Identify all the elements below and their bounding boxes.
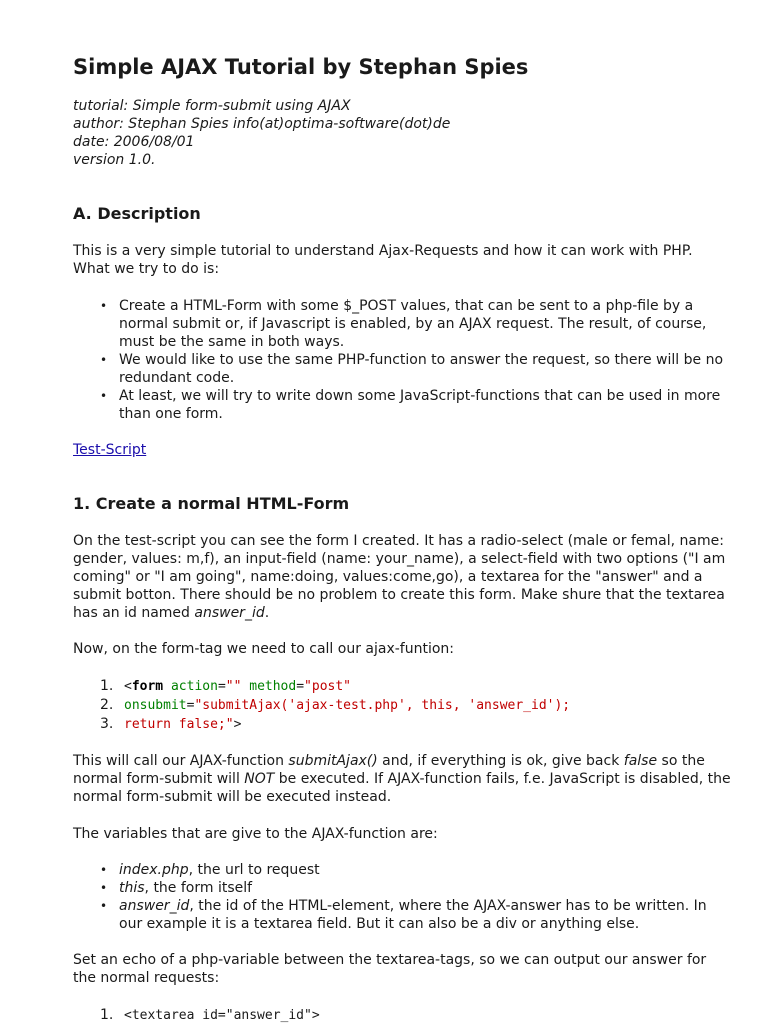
section-1-heading: 1. Create a normal HTML-Form bbox=[73, 494, 350, 513]
meta-tutorial: tutorial: Simple form-submit using AJAX bbox=[73, 98, 351, 114]
para1-end: . bbox=[264, 605, 270, 621]
para3-text: and, if everything is ok, give back bbox=[377, 753, 624, 769]
line-number: 2. bbox=[100, 697, 114, 713]
code-punct: < bbox=[124, 679, 132, 694]
document-title: Simple AJAX Tutorial by Stephan Spies bbox=[73, 55, 529, 79]
variable-name: this bbox=[119, 880, 145, 896]
para3-emphasis: false bbox=[623, 753, 658, 769]
meta-version: version 1.0. bbox=[73, 152, 156, 168]
code-attr: method bbox=[241, 679, 297, 694]
code-line bbox=[100, 1006, 320, 1025]
code-tag: form bbox=[131, 679, 164, 694]
section-a-intro: This is a very simple tutorial to understand Ajax-Requests and how it can work with PHP. What we try to do is: bbox=[73, 243, 693, 277]
section-a-bullet-list bbox=[119, 297, 729, 423]
variable-description: , the url to request bbox=[188, 862, 320, 878]
code-line bbox=[100, 715, 570, 734]
code-attr: onsubmit bbox=[124, 698, 187, 713]
line-number: 1. bbox=[100, 678, 114, 694]
list-item: • Create a HTML-Form with some $_POST values, that can be sent to a php-file by a normal submit or, if Javascript is enabled, by an AJAX request. The result, of course, must be the same in both ways. bbox=[119, 297, 729, 351]
document-meta bbox=[73, 97, 733, 169]
para1-text: On the test-script you can see the form I created. It has a radio-select (male or femal, name: gender, values: m,f), an input-field (name: your_name), a select-field with two options ("I am coming" or "I am going", name:doing, values:come,go), a textarea for the "answer" and a submit botton. There should be no problem to create this form. Make shure that the textarea has an id named bbox=[73, 533, 726, 621]
code-punct: = bbox=[296, 679, 305, 694]
variable-name: index.php bbox=[119, 862, 189, 878]
section-1-paragraph-1 bbox=[73, 532, 733, 622]
line-number: 1. bbox=[100, 1007, 114, 1023]
list-item: • At least, we will try to write down some JavaScript-functions that can be used in more than one form. bbox=[119, 387, 729, 423]
ajax-variables-list bbox=[119, 861, 729, 933]
code-string: "post" bbox=[304, 679, 352, 694]
variable-description: , the form itself bbox=[144, 880, 253, 896]
code-line bbox=[100, 696, 570, 715]
para1-emphasis: answer_id bbox=[194, 605, 265, 621]
section-1-paragraph-4: The variables that are give to the AJAX-function are: bbox=[73, 826, 438, 842]
para3-emphasis: submitAjax() bbox=[288, 753, 378, 769]
code-string: "submitAjax('ajax-test.php', this, 'answer_id'); bbox=[194, 698, 571, 713]
test-script-link[interactable]: Test-Script bbox=[73, 442, 147, 458]
code-punct: = bbox=[186, 698, 195, 713]
code-block-textarea bbox=[100, 1006, 320, 1025]
test-script-link-row bbox=[73, 441, 733, 459]
code-attr: action bbox=[163, 679, 218, 694]
section-1-paragraph-3 bbox=[73, 752, 733, 806]
section-a-heading: A. Description bbox=[73, 204, 201, 223]
code-text: <textarea id="answer_id"> bbox=[124, 1008, 320, 1023]
list-item bbox=[119, 879, 729, 897]
list-item bbox=[119, 897, 729, 933]
list-item bbox=[119, 861, 729, 879]
code-punct: = bbox=[217, 679, 226, 694]
code-block-form-tag bbox=[100, 677, 570, 734]
variable-description: , the id of the HTML-element, where the AJAX-answer has to be written. In our example it is a textarea field. But it can also be a div or anything else. bbox=[119, 898, 707, 932]
line-number: 3. bbox=[100, 716, 114, 732]
para3-emphasis: NOT bbox=[244, 771, 275, 787]
meta-date: date: 2006/08/01 bbox=[73, 134, 195, 150]
code-line bbox=[100, 677, 570, 696]
para3-text: be executed. If AJAX-function fails, f.e. JavaScript is disabled, the normal form-submit will be executed instead. bbox=[73, 771, 731, 805]
meta-author: author: Stephan Spies info(at)optima-software(dot)de bbox=[73, 116, 451, 132]
section-1-paragraph-2: Now, on the form-tag we need to call our ajax-funtion: bbox=[73, 641, 455, 657]
code-string: return false;" bbox=[124, 717, 234, 732]
list-item: • We would like to use the same PHP-function to answer the request, so there will be no redundant code. bbox=[119, 351, 729, 387]
variable-name: answer_id bbox=[119, 898, 190, 914]
para3-text: so the normal form-submit will bbox=[73, 753, 705, 787]
code-punct: > bbox=[233, 717, 242, 732]
para3-text: This will call our AJAX-function bbox=[73, 753, 289, 769]
section-1-paragraph-5: Set an echo of a php-variable between the textarea-tags, so we can output our answer for the normal requests: bbox=[73, 952, 707, 986]
code-string: "" bbox=[225, 679, 242, 694]
